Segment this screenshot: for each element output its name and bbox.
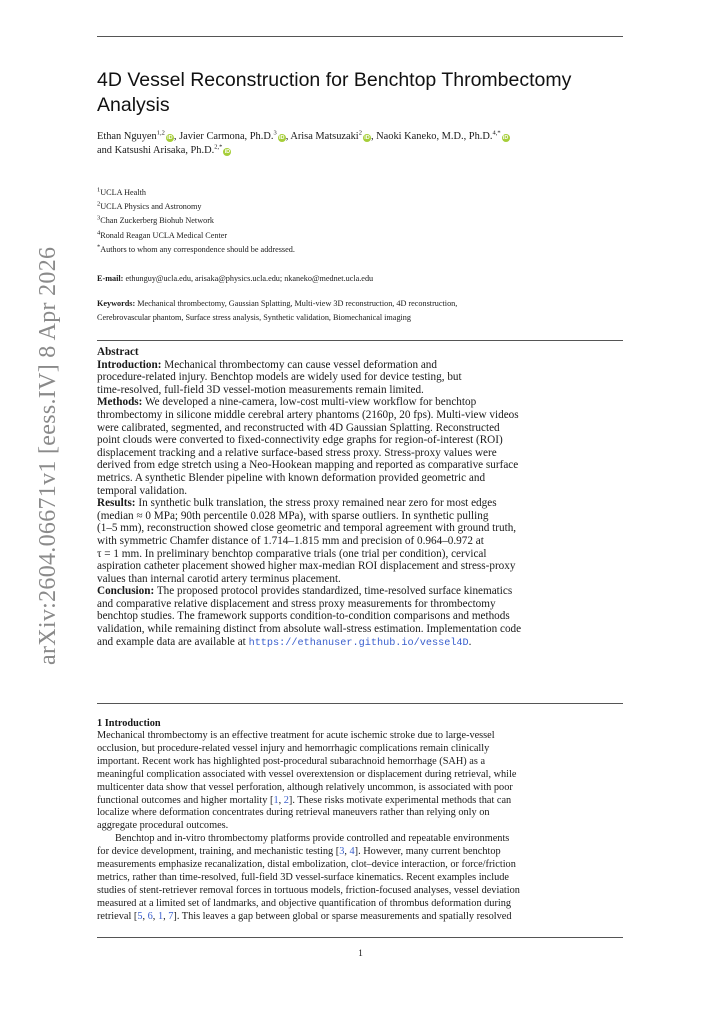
author-joiner: and: [97, 145, 113, 156]
affiliation-item: $^3$Chan Zuckerberg Biohub Network: [97, 214, 215, 226]
paragraph-line: multicenter data show that vessel perforation, although relatively uncommon, is associated with poor: [97, 781, 513, 793]
page-number: 1: [358, 949, 363, 959]
paragraph-line: studies of stent-retriever removal forces in tortuous models, friction-focused analyses, vessel deviation: [97, 884, 520, 896]
affiliation-item: $^4$Ronald Reagan UCLA Medical Center: [97, 228, 228, 240]
paragraph-line: meaningful complication associated with vessel overextension or displacement during retrieval, while: [97, 768, 517, 780]
paragraph-line: aggregate procedural outcomes.: [97, 820, 229, 832]
author-list: Ethan Nguyen$^{1,2}$iD, Javier Carmona, Ph.D.$^3$iD, Arisa Matsuzaki$^2$iD, Naoki Kaneko, M.D., Ph.D.$^{4,*}$iD and Katsushi Arisaka, Ph.D.$^{2,*}$iD: [97, 129, 509, 156]
abstract-heading: Abstract: [97, 346, 139, 358]
arxiv-stamp: arXiv:2604.06671v1 [eess.IV] 8 Apr 2026: [35, 246, 61, 665]
abstract-conclusion-label: Conclusion:: [97, 585, 155, 598]
paragraph-line: metrics, rather than time-resolved, full-field 3D vessel-surface kinematics. Recent examples include: [97, 871, 510, 883]
citation-link[interactable]: 3: [339, 846, 345, 858]
abstract: Abstract Introduction: Mechanical thrombectomy can cause vessel deformation and procedure-related injury. Benchtop models are widely used for device testing, but time-resolved, full-field 3D vessel-motion measurements remain limited. Methods: We developed a nine-camera, low-cost multi-view workflow for benchtop thrombectomy in silicone middle cerebral artery phantoms (2160p, 20 fps). Multi-view videos were calibrated, segmented, and reconstructed with 4D Gaussian Splatting. Reconstructed point clouds were converted to fixed-connectivity edge graphs for region-of-interest (ROI) displacement tracking and a relative surface-based stress proxy. Stress-proxy values were derived from edge stretch using a Neo-Hookean mapping and reported as comparative surface metrics. A synthetic Blender pipeline with known deformation provided geometric and temporal validation. Results: In synthetic bulk translation, the stress proxy remained near zero for most edges (median ≈ 0 MPa; 90th percentile 0.028 MPa), with sparse outliers. In synthetic pulling (1–5 mm), reconstruction showed close geometric and temporal agreement with ground truth, with symmetric Chamfer distance of 1.714–1.815 mm and precision of 0.964–0.972 at τ = 1 mm. In preliminary benchtop comparative trials (one trial per condition), cervical aspiration catheter placement showed higher max-median ROI displacement and stress-proxy values than internal carotid artery terminus placement. Conclusion: The proposed protocol provides standardized, time-resolved surface kinematics and comparative relative displacement and stress proxy measurements for thrombectomy benchtop studies. The framework supports condition-to-condition comparisons and methods validation, while remaining distinct from absolute wall-stress estimation. Implementation code and example data are available at https://ethanuser.github.io/vessel4D.: [97, 346, 627, 650]
keywords-text: Cerebrovascular phantom, Surface stress analysis, Synthetic validation, Biomechanical imaging: [97, 313, 411, 322]
orcid-icon[interactable]: iD: [167, 135, 173, 141]
author-affiliation-mark: 1,2: [156, 129, 165, 137]
email-label: E-mail:: [97, 274, 124, 283]
footer-rule: [97, 937, 623, 938]
author-name: Ethan Nguyen: [97, 131, 157, 142]
author-name: Katsushi Arisaka, Ph.D.: [114, 145, 215, 156]
author-name: Arisa Matsuzaki: [290, 131, 359, 142]
paragraph-line: occlusion, but procedure-related vessel injury and hemorrhagic complications remain clinically: [97, 742, 490, 754]
author-affiliation-mark: 3: [273, 129, 277, 137]
affiliation-item: $^2$UCLA Physics and Astronomy: [97, 200, 202, 212]
citation-link[interactable]: 2: [283, 794, 289, 806]
paragraph-line: measurements emphasize recanalization, distal embolization, clot–device interaction, or force/friction: [97, 859, 516, 871]
top-rule: [97, 36, 623, 37]
citation-link[interactable]: 6: [147, 910, 153, 922]
keywords-text: Mechanical thrombectomy, Gaussian Splatting, Multi-view 3D reconstruction, 4D reconstruction,: [137, 299, 458, 308]
email-addresses[interactable]: ethunguy@ucla.edu, arisaka@physics.ucla.edu; nkaneko@mednet.ucla.edu: [125, 274, 374, 283]
abstract-results-label: Results:: [97, 497, 136, 510]
paragraph-line: Mechanical thrombectomy is an effective treatment for acute ischemic stroke due to large-vessel: [97, 730, 495, 741]
paragraph-line: measured at a limited set of landmarks, and objective quantification of thrombus deformation during: [97, 897, 512, 909]
paragraph-line: for device development, training, and mechanistic testing [3, 4]. However, many current benchtop: [97, 846, 501, 858]
citation-link[interactable]: 7: [168, 910, 174, 922]
email-line: [97, 272, 627, 286]
author-affiliation-mark: 2: [358, 129, 362, 137]
paragraph-line: retrieval [5, 6, 1, 7]. This leaves a gap between global or sparse measurements and spatially resolved: [97, 910, 512, 922]
section-heading-introduction: 1 Introduction: [97, 718, 161, 729]
correspondence-note: *Authors to whom any correspondence should be addressed.: [97, 243, 295, 254]
abstract-top-rule: [97, 340, 623, 341]
orcid-icon[interactable]: iD: [278, 135, 285, 141]
citation-link[interactable]: 1: [157, 910, 164, 922]
affiliation-item: $^1$UCLA Health: [97, 186, 146, 197]
abstract-methods-label: Methods:: [97, 396, 143, 409]
paper-title: 4D Vessel Reconstruction for Benchtop Thrombectomy Analysis: [97, 69, 572, 116]
orcid-icon[interactable]: iD: [502, 135, 509, 141]
paragraph-line: localize where deformation concentrates during retrieval maneuvers rather than relying only on: [97, 807, 490, 819]
abstract-intro-label: Introduction:: [97, 358, 162, 371]
paragraph-line: important. Recent work has highlighted post-procedural subarachnoid hemorrhage (SAH) as a: [97, 755, 486, 767]
author-name: Naoki Kaneko, M.D., Ph.D.: [376, 131, 493, 142]
orcid-icon[interactable]: iD: [364, 135, 370, 141]
orcid-icon[interactable]: iD: [224, 149, 231, 155]
keywords-label: Keywords:: [97, 299, 136, 308]
abstract-bottom-rule: [97, 703, 623, 704]
code-repository-link[interactable]: https://ethanuser.github.io/vessel4D: [248, 637, 469, 649]
citation-link[interactable]: 5: [137, 910, 143, 922]
paragraph-line: functional outcomes and higher mortality [1, 2]. These risks motivate experimental methods that can: [97, 794, 512, 806]
citation-link[interactable]: 1: [273, 794, 279, 806]
affiliation-list: [97, 186, 627, 257]
keywords-block: [97, 297, 627, 325]
paragraph-line: Benchtop and in-vitro thrombectomy platforms provide controlled and repeatable environments: [115, 833, 510, 845]
citation-link[interactable]: 4: [349, 846, 355, 858]
author-affiliation-mark: 4,*: [492, 129, 501, 137]
author-affiliation-mark: 2,*: [214, 143, 223, 151]
introduction-section: [97, 717, 627, 924]
author-name: Javier Carmona, Ph.D.: [179, 131, 274, 142]
